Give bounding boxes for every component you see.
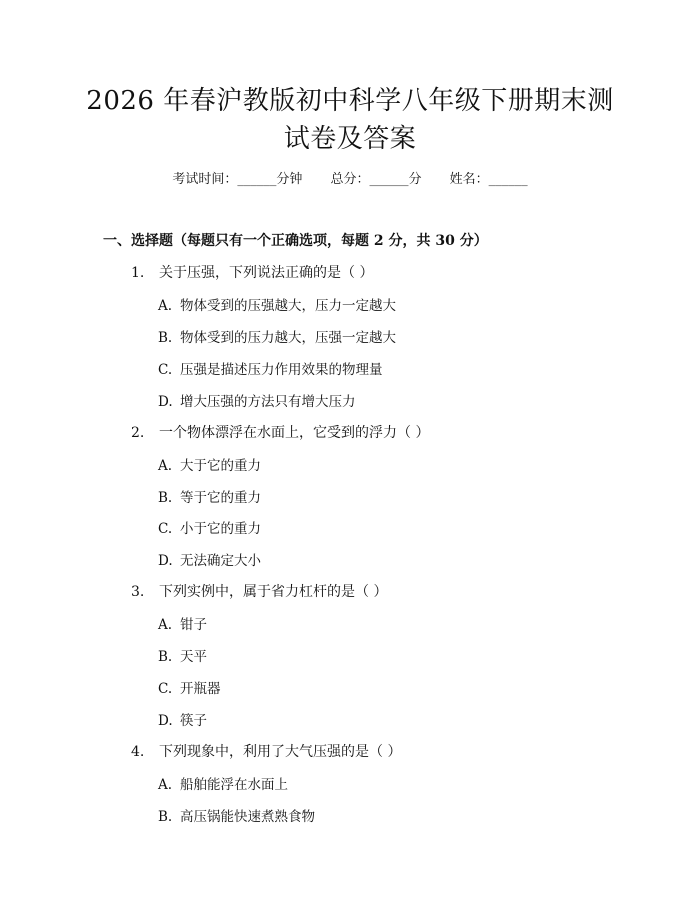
- question-number: 2.: [131, 425, 145, 441]
- option-letter: A.: [158, 458, 173, 474]
- question-3: [131, 581, 387, 601]
- question-4: [131, 741, 401, 761]
- option-3a: [158, 613, 207, 633]
- option-text: 开瓶器: [180, 681, 221, 697]
- option-2d: [158, 549, 261, 569]
- option-2b: [158, 486, 261, 506]
- title-line-1: 2026 年春沪教版初中科学八年级下册期末测: [86, 86, 614, 116]
- option-1a: [158, 294, 396, 314]
- option-3b: [158, 645, 207, 665]
- option-text: 钳子: [180, 617, 207, 633]
- option-letter: C.: [158, 521, 173, 537]
- option-letter: B.: [158, 490, 173, 506]
- option-text: 等于它的重力: [180, 490, 261, 506]
- question-number: 1.: [131, 265, 145, 281]
- option-2c: [158, 517, 261, 537]
- section-heading-choice: 一、选择题（每题只有一个正确选项，每题 2 分，共 30 分）: [103, 233, 488, 249]
- option-letter: D.: [158, 553, 173, 569]
- option-letter: C.: [158, 681, 173, 697]
- option-text: 大于它的重力: [180, 458, 261, 474]
- option-text: 高压锅能快速煮熟食物: [180, 809, 315, 825]
- question-text: 一个物体漂浮在水面上，它受到的浮力（ ）: [159, 425, 430, 441]
- option-text: 物体受到的压力越大，压强一定越大: [180, 330, 396, 346]
- option-4a: [158, 773, 288, 793]
- option-text: 无法确定大小: [180, 553, 261, 569]
- question-text: 下列现象中，利用了大气压强的是（ ）: [159, 744, 402, 760]
- option-text: 压强是描述压力作用效果的物理量: [180, 362, 383, 378]
- exam-info: [0, 168, 700, 187]
- option-letter: B.: [158, 649, 173, 665]
- option-letter: C.: [158, 362, 173, 378]
- option-letter: B.: [158, 809, 173, 825]
- option-text: 小于它的重力: [180, 521, 261, 537]
- option-3c: [158, 677, 221, 697]
- option-letter: A.: [158, 617, 173, 633]
- question-2: [131, 422, 429, 442]
- question-1: [131, 262, 373, 282]
- title-line-2: 试卷及答案: [283, 124, 417, 154]
- exam-time: 考试时间：______分钟: [172, 172, 303, 187]
- option-2a: [158, 454, 261, 474]
- question-text: 下列实例中，属于省力杠杆的是（ ）: [159, 584, 388, 600]
- option-text: 天平: [180, 649, 207, 665]
- question-number: 4.: [131, 744, 145, 760]
- student-name: 姓名：______: [449, 172, 528, 187]
- option-text: 增大压强的方法只有增大压力: [180, 394, 356, 410]
- option-1d: [158, 390, 356, 410]
- option-text: 筷子: [180, 713, 207, 729]
- option-4b: [158, 805, 315, 825]
- option-letter: A.: [158, 298, 173, 314]
- option-text: 船舶能浮在水面上: [180, 777, 288, 793]
- option-letter: D.: [158, 394, 173, 410]
- question-text: 关于压强，下列说法正确的是（ ）: [159, 265, 374, 281]
- option-letter: A.: [158, 777, 173, 793]
- exam-total-score: 总分：______分: [330, 172, 422, 187]
- question-number: 3.: [131, 584, 145, 600]
- option-1b: [158, 326, 396, 346]
- page-title: [60, 82, 640, 158]
- option-text: 物体受到的压强越大，压力一定越大: [180, 298, 396, 314]
- option-letter: D.: [158, 713, 173, 729]
- option-letter: B.: [158, 330, 173, 346]
- option-1c: [158, 358, 383, 378]
- option-3d: [158, 709, 207, 729]
